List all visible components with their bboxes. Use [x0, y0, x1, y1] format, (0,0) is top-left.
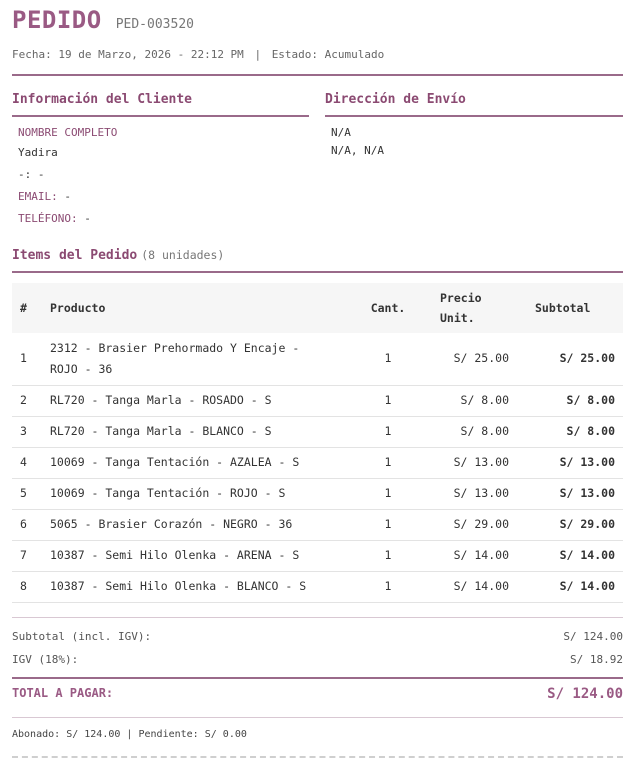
row-product-line1: RL720 - Tanga Marla - ROSADO - S — [50, 393, 272, 407]
row-product — [42, 478, 354, 509]
row-price: S/ 13.00 — [453, 455, 509, 469]
items-divider — [12, 271, 623, 273]
igv-row — [12, 653, 623, 666]
row-product — [42, 385, 354, 416]
igv-label: IGV (18%): — [12, 653, 79, 666]
header-num: # — [20, 301, 27, 315]
shipping-line-1: N/A — [331, 126, 351, 139]
order-id: PED-003520 — [115, 17, 194, 32]
shipping-line-2: N/A, N/A — [331, 144, 384, 157]
customer-divider — [12, 115, 309, 117]
row-subtotal: S/ 14.00 — [559, 548, 615, 562]
row-price: S/ 14.00 — [453, 548, 509, 562]
row-num: 5 — [20, 486, 27, 500]
table-row — [12, 447, 623, 478]
row-qty: 1 — [384, 455, 392, 469]
row-qty: 1 — [384, 548, 392, 562]
row-qty: 1 — [384, 579, 392, 593]
customer-doc-line: -: - — [18, 168, 45, 181]
header-price-line2: Unit. — [440, 311, 475, 325]
header-qty: Cant. — [370, 301, 406, 315]
phone-value: - — [84, 212, 91, 225]
date-value: 19 de Marzo, 2026 - 22:12 PM — [58, 48, 244, 61]
shipping-section-title: Dirección de Envío — [325, 92, 466, 107]
row-product-line1: 5065 - Brasier Corazón - NEGRO - 36 — [50, 517, 293, 531]
row-price: S/ 8.00 — [460, 393, 509, 407]
subtotal-value: S/ 124.00 — [563, 630, 623, 643]
table-row — [12, 385, 623, 416]
row-num: 2 — [20, 393, 27, 407]
row-subtotal: S/ 13.00 — [559, 486, 615, 500]
header-price — [422, 283, 517, 333]
row-subtotal: S/ 8.00 — [566, 393, 615, 407]
row-num: 8 — [20, 579, 27, 593]
items-section-title — [12, 248, 224, 263]
table-row — [12, 416, 623, 447]
row-product — [42, 333, 354, 385]
row-price: S/ 14.00 — [453, 579, 509, 593]
header-divider — [12, 74, 623, 76]
row-num: 4 — [20, 455, 27, 469]
table-row — [12, 478, 623, 509]
phone-label: TELÉFONO: — [18, 212, 78, 225]
subtotal-label: Subtotal (incl. IGV): — [12, 630, 152, 643]
meta-separator: | — [254, 48, 262, 61]
row-product — [42, 447, 354, 478]
row-product — [42, 571, 354, 602]
email-value: - — [64, 190, 71, 203]
row-product-line1: RL720 - Tanga Marla - BLANCO - S — [50, 424, 272, 438]
row-qty: 1 — [384, 351, 392, 366]
customer-phone — [18, 212, 91, 225]
pending-value: S/ 0.00 — [204, 729, 247, 740]
total-row — [12, 686, 623, 702]
row-qty: 1 — [384, 424, 392, 438]
cut-line — [12, 756, 623, 758]
row-subtotal: S/ 13.00 — [559, 455, 615, 469]
row-product — [42, 416, 354, 447]
total-divider — [12, 677, 623, 679]
shipping-divider — [325, 115, 623, 117]
row-product — [42, 509, 354, 540]
row-subtotal: S/ 29.00 — [559, 517, 615, 531]
row-qty: 1 — [384, 486, 392, 500]
status-value: Acumulado — [324, 48, 385, 61]
items-title: Items del Pedido — [12, 248, 138, 263]
table-row — [12, 571, 623, 602]
paid-value: S/ 124.00 — [66, 729, 121, 740]
items-table-body — [12, 333, 623, 602]
header-subtotal: Subtotal — [535, 301, 591, 315]
date-label: Fecha: — [12, 48, 52, 61]
row-qty: 1 — [384, 517, 392, 531]
table-row — [12, 333, 623, 385]
row-num: 1 — [20, 351, 27, 366]
row-product-line1: 10069 - Tanga Tentación - AZALEA - S — [50, 455, 300, 469]
payment-summary — [12, 729, 247, 740]
payment-separator: | — [126, 729, 133, 740]
customer-email — [18, 190, 71, 203]
row-subtotal: S/ 8.00 — [566, 424, 615, 438]
total-value: S/ 124.00 — [547, 686, 623, 702]
row-product-line1: 10387 - Semi Hilo Olenka - ARENA - S — [50, 548, 300, 562]
pending-label: Pendiente: — [138, 729, 199, 740]
payment-divider — [12, 717, 623, 718]
row-price: S/ 13.00 — [453, 486, 509, 500]
row-qty: 1 — [384, 393, 392, 407]
header-price-line1: Precio — [440, 291, 482, 305]
customer-name-label: NOMBRE COMPLETO — [18, 126, 118, 139]
row-product — [42, 540, 354, 571]
subtotal-row — [12, 630, 623, 643]
igv-value: S/ 18.92 — [570, 653, 623, 666]
row-num: 6 — [20, 517, 27, 531]
email-label: EMAIL: — [18, 190, 58, 203]
header-product: Producto — [50, 301, 106, 315]
status-label: Estado: — [271, 48, 319, 61]
table-row — [12, 509, 623, 540]
row-product-line1: 2312 - Brasier Prehormado Y Encaje - — [50, 340, 300, 355]
customer-name-value: Yadira — [18, 146, 58, 159]
row-product-line2: ROJO - 36 — [50, 361, 113, 376]
row-product-line1: 10387 - Semi Hilo Olenka - BLANCO - S — [50, 579, 307, 593]
document-title: PEDIDO — [12, 6, 102, 34]
items-table — [12, 283, 623, 603]
customer-section-title: Información del Cliente — [12, 92, 193, 107]
totals-divider — [12, 617, 623, 618]
row-subtotal: S/ 14.00 — [559, 579, 615, 593]
row-product-line1: 10069 - Tanga Tentación - ROJO - S — [50, 486, 286, 500]
row-num: 3 — [20, 424, 27, 438]
row-price: S/ 25.00 — [453, 351, 509, 366]
paid-label: Abonado: — [12, 729, 61, 740]
row-price: S/ 29.00 — [453, 517, 509, 531]
table-header-row — [12, 283, 623, 333]
document-header — [12, 6, 194, 34]
total-label: TOTAL A PAGAR: — [12, 686, 114, 700]
items-count: (8 unidades) — [141, 248, 225, 262]
row-num: 7 — [20, 548, 27, 562]
order-meta — [12, 48, 384, 61]
row-subtotal: S/ 25.00 — [559, 351, 615, 366]
table-row — [12, 540, 623, 571]
row-price: S/ 8.00 — [460, 424, 509, 438]
